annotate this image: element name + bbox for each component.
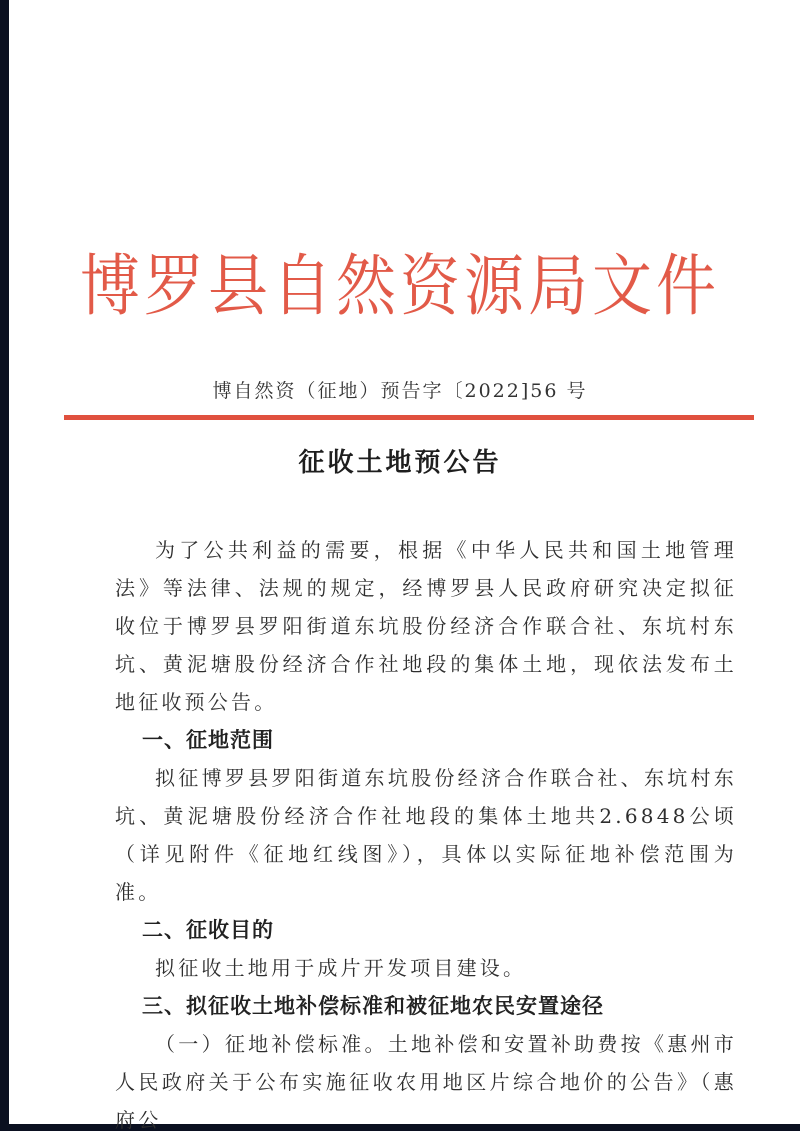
section-heading-compensation: 三、拟征收土地补偿标准和被征地农民安置途径 <box>142 994 604 1018</box>
section-text-compensation: （一）征地补偿标准。土地补偿和安置补助费按《惠州市人民政府关于公布实施征收农用地区片综合地价的公告》（惠府公 <box>115 1032 737 1132</box>
intro-paragraph: 为了公共利益的需要，根据《中华人民共和国土地管理法》等法律、法规的规定，经博罗县人民政府研究决定拟征收位于博罗县罗阳街道东坑股份经济合作联合社、东坑村东坑、黄泥塘股份经济合作社地段的集体土地，现依法发布土地征收预公告。 <box>115 538 737 714</box>
notice-title: 征收土地预公告 <box>298 448 502 478</box>
red-divider <box>64 415 754 420</box>
section-heading-purpose: 二、征收目的 <box>142 918 274 942</box>
section-heading-scope: 一、征地范围 <box>142 728 274 752</box>
scan-edge-left <box>0 0 9 1131</box>
section-text-purpose: 拟征收土地用于成片开发项目建设。 <box>155 956 527 980</box>
notice-body <box>115 531 737 1139</box>
section-text-scope: 拟征博罗县罗阳街道东坑股份经济合作联合社、东坑村东坑、黄泥塘股份经济合作社地段的集体土地共2.6848公顷（详见附件《征地红线图》），具体以实际征地补偿范围为准。 <box>115 766 737 904</box>
issuer-header: 博罗县自然资源局文件 <box>80 247 720 326</box>
document-number: 博自然资（征地）预告字〔2022]56 号 <box>212 380 588 402</box>
